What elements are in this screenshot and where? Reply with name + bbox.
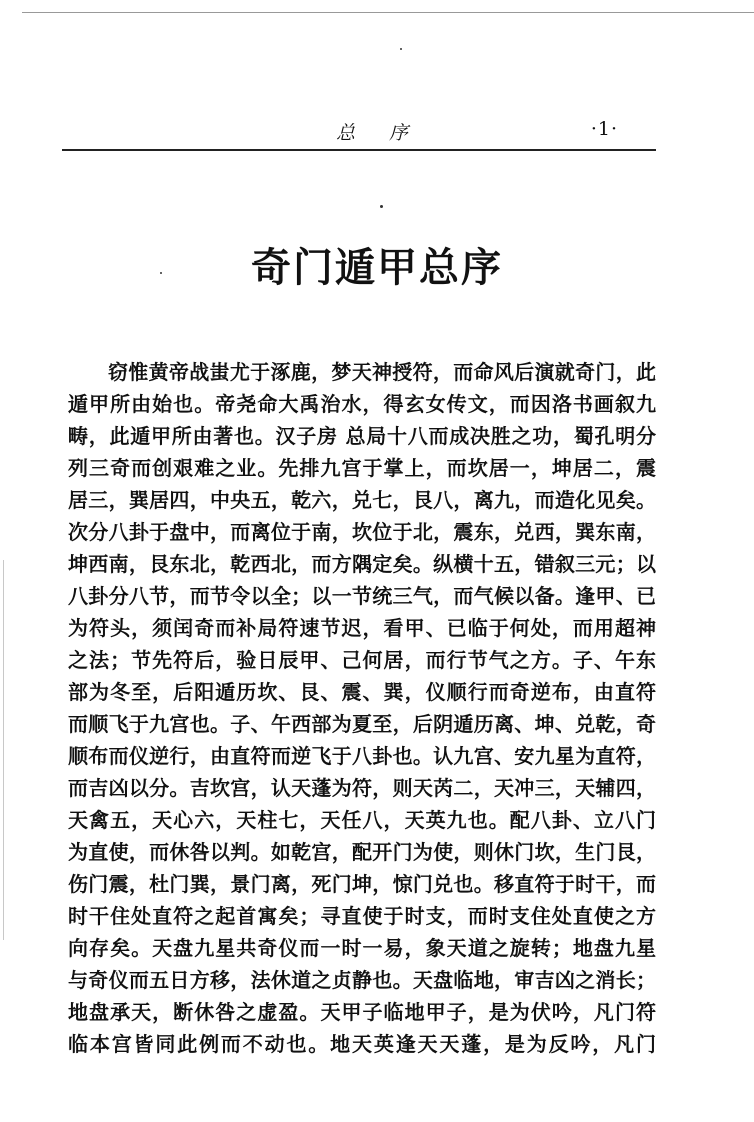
text-line: 八卦分八节，而节令以全；以一节统三气，而气候以备。逢甲、已 (68, 584, 656, 608)
section-title: 总 序 (336, 122, 423, 144)
text-line: 地盘承天，断休咎之虚盈。天甲子临地甲子，是为伏吟，凡门符 (68, 1000, 656, 1024)
text-line: 列三奇而创艰难之业。先排九宫于掌上，而坎居一，坤居二，震 (68, 456, 656, 480)
text-line: 时干住处直符之起首寓矣；寻直使于时支，而时支住处直使之方 (68, 904, 656, 928)
text-line: 天禽五，天心六，天柱七，天任八，天英九也。配八卦、立八门 (68, 808, 656, 832)
text-line: 为符头，须闰奇而补局符速节迟，看甲、已临于何处，而用超神 (68, 616, 656, 640)
text-line: 遁甲所由始也。帝尧命大禹治水，得玄女传文，而因洛书画叙九 (68, 392, 656, 416)
text-line: 顺布而仪逆行，由直符而逆飞于八卦也。认九宫、安九星为直符， (68, 744, 656, 768)
body-text (68, 356, 656, 1060)
text-line: 而顺飞于九宫也。子、午西部为夏至，后阴遁历离、坤、兑乾，奇 (68, 712, 656, 736)
text-line: 临本宫皆同此例而不动也。地天英逢天天蓬，是为反吟，凡门 (68, 1032, 656, 1056)
text-line: 而吉凶以分。吉坎宫，认天蓬为符，则天芮二，天冲三，天辅四， (68, 776, 656, 800)
running-header (62, 112, 654, 148)
text-line: 坤西南，艮东北，乾西北，而方隅定矣。纵横十五，错叙三元；以 (68, 552, 656, 576)
scan-speck (400, 48, 402, 50)
page-number: ·1· (590, 118, 618, 140)
text-line: 向存矣。天盘九星共奇仪而一时一易，象天道之旋转；地盘九星 (68, 936, 656, 960)
scan-top-rule (22, 12, 754, 13)
text-line: 与奇仪而五日方移，法休道之贞静也。天盘临地，审吉凶之消长； (68, 968, 656, 992)
text-line: 之法；节先符后，验日辰甲、己何居，而行节气之方。子、午东 (68, 648, 656, 672)
scan-speck (380, 205, 383, 208)
text-line: 伤门震，杜门巽，景门离，死门坤，惊门兑也。移直符于时干，而 (68, 872, 656, 896)
text-line: 为直使，而休咎以判。如乾宫，配开门为使，则休门坎，生门艮， (68, 840, 656, 864)
document-title: 奇门遁甲总序 (251, 245, 503, 291)
text-line: 窃惟黄帝战蚩尤于涿鹿，梦天神授符，而命风后演就奇门，此 (108, 360, 656, 384)
text-line: 畴，此遁甲所由著也。汉子房 总局十八而成决胜之功，蜀孔明分 (68, 424, 656, 448)
header-rule (62, 149, 656, 151)
text-line: 部为冬至，后阳遁历坎、艮、震、巽，仪顺行而奇逆布，由直符 (68, 680, 656, 704)
text-line: 居三，巽居四，中央五，乾六，兑七，艮八，离九，而造化见矣。 (68, 488, 656, 512)
scan-left-edge (3, 560, 4, 940)
text-line: 次分八卦于盘中，而离位于南，坎位于北，震东，兑西，巽东南， (68, 520, 656, 544)
